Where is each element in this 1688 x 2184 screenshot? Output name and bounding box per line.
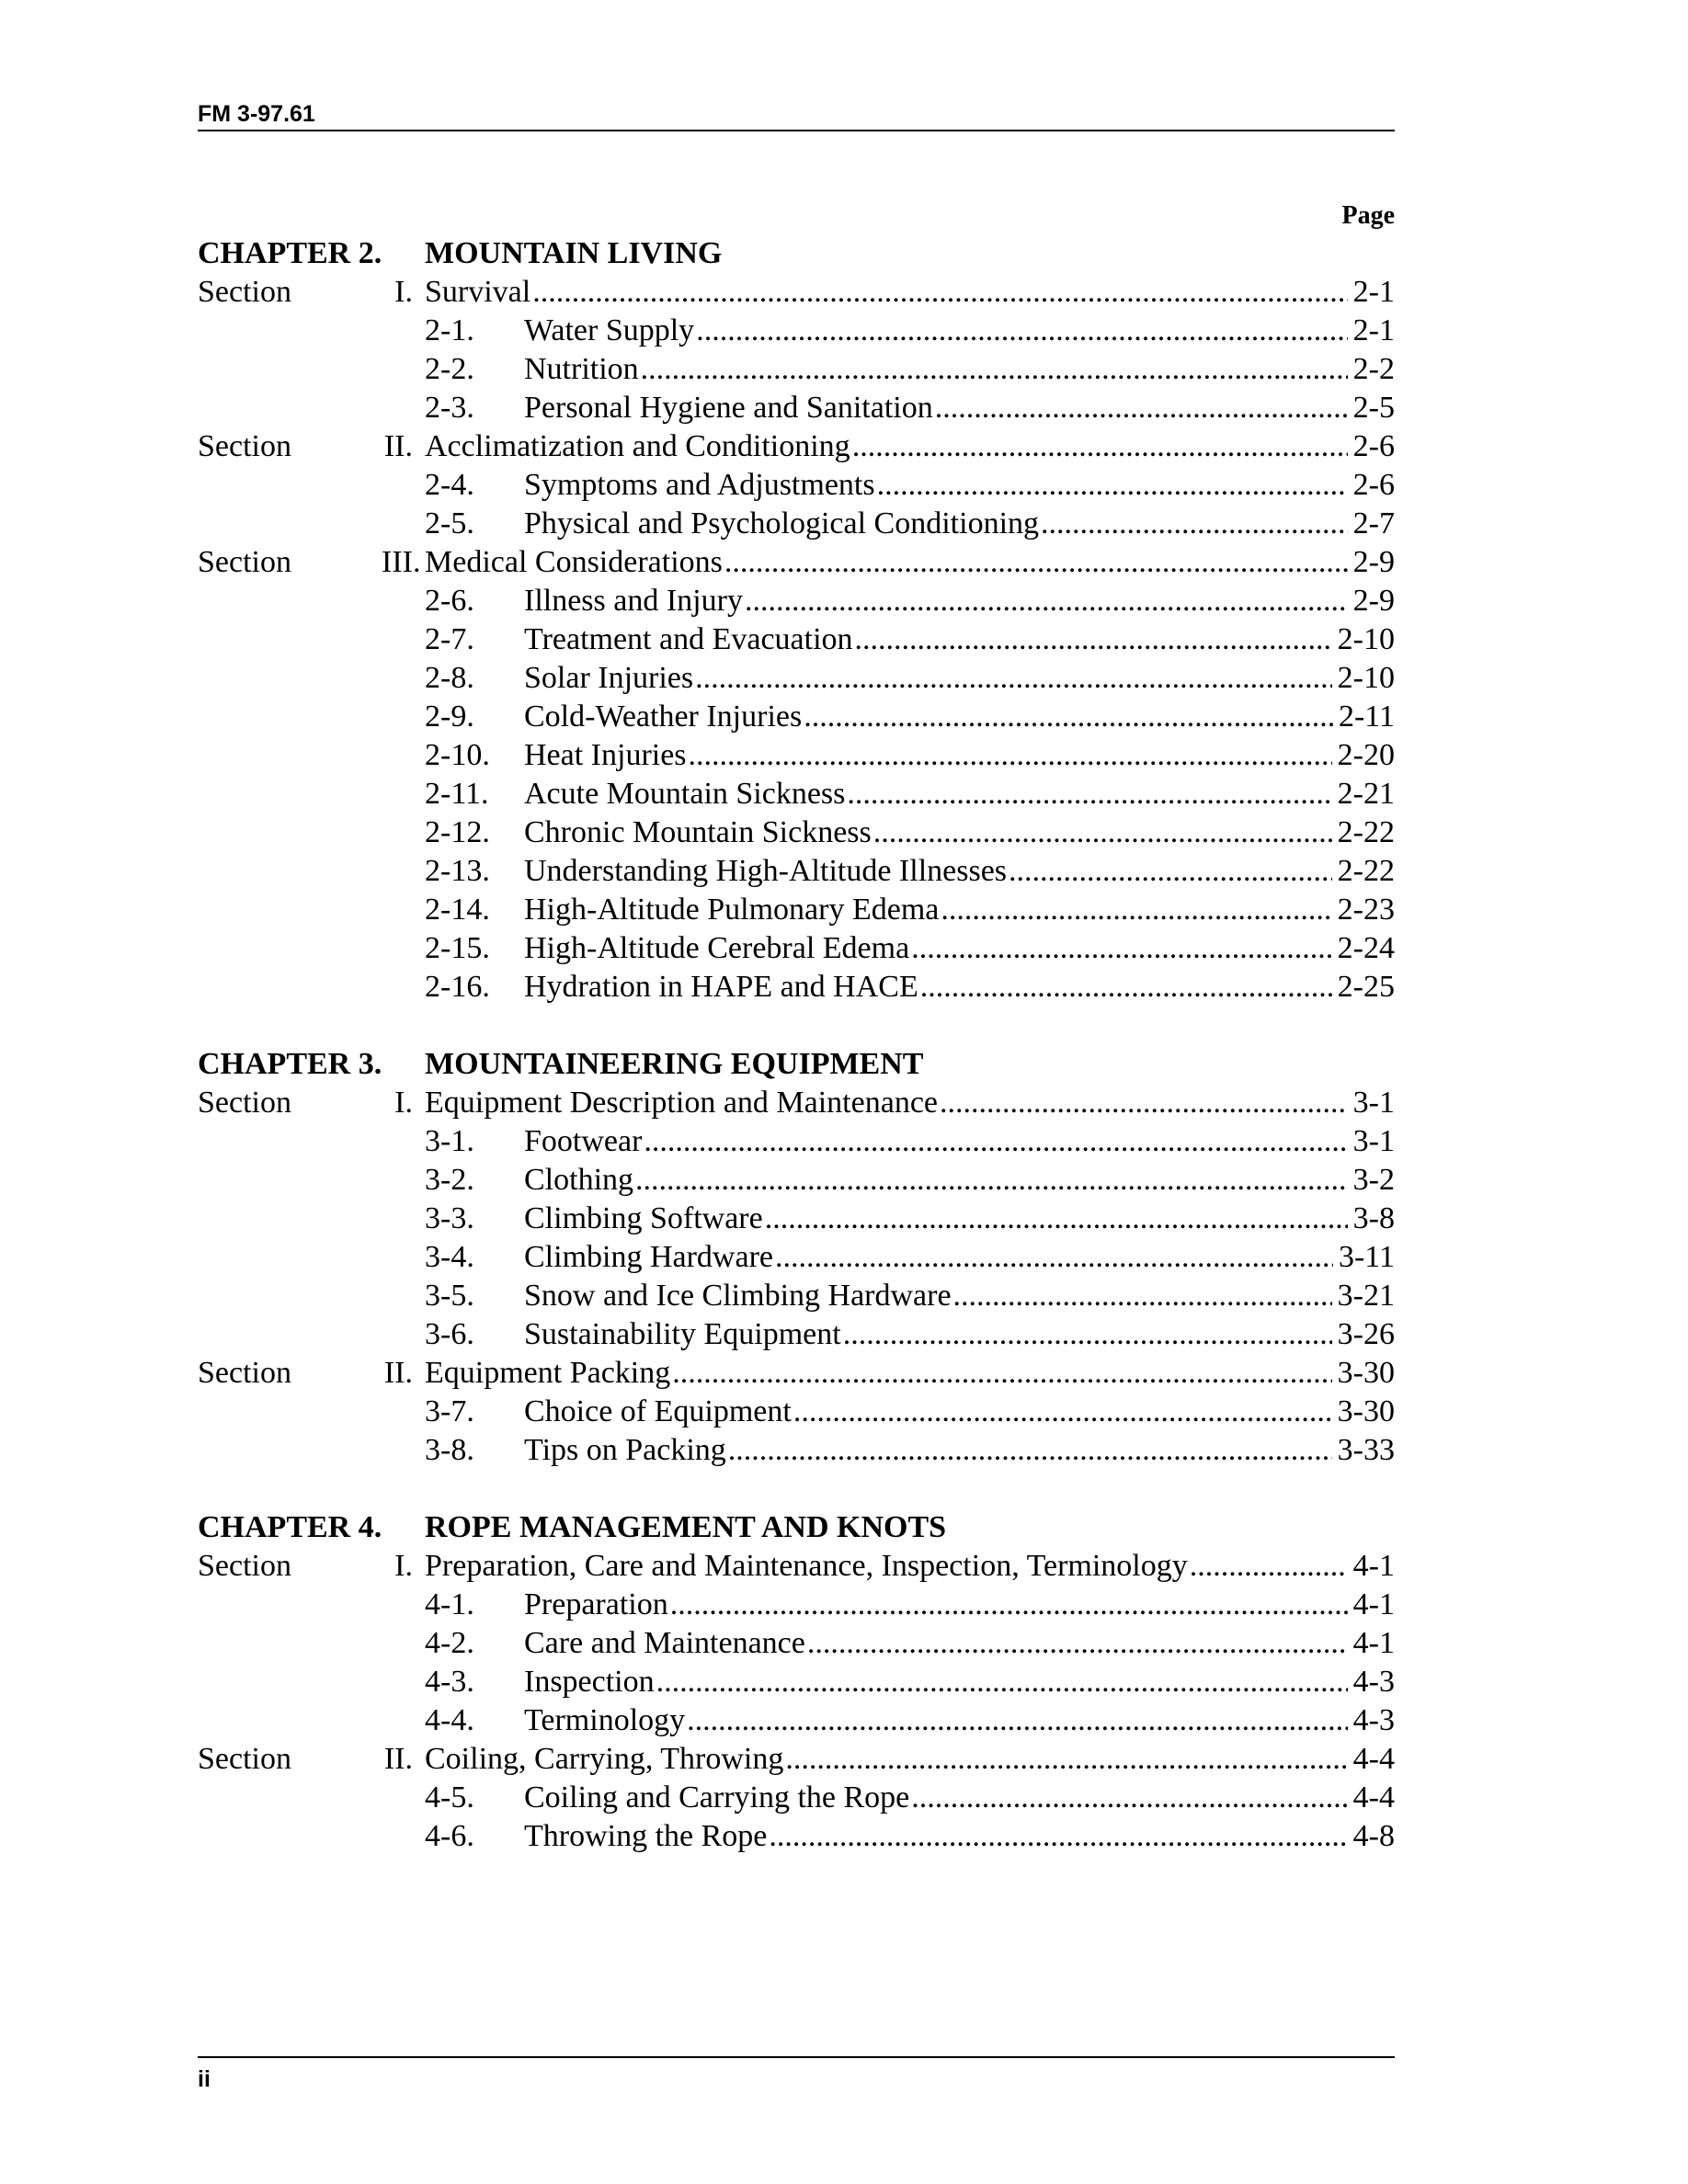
dot-leader xyxy=(644,1122,1347,1161)
paragraph-number: 2-11. xyxy=(425,777,489,811)
dot-leader xyxy=(877,466,1348,505)
paragraph-entry xyxy=(524,1200,1395,1238)
page-number: ii xyxy=(198,2066,211,2092)
paragraph-row xyxy=(198,1122,1395,1161)
paragraph-entry-page: 2-11 xyxy=(1333,698,1395,736)
paragraph-number: 2-8. xyxy=(425,661,474,695)
paragraph-entry-page: 3-30 xyxy=(1332,1393,1395,1431)
paragraph-entry-title: Throwing the Rope xyxy=(524,1817,769,1856)
section-numeral: II. xyxy=(383,1742,413,1776)
section-entry-page: 4-1 xyxy=(1348,1547,1395,1586)
paragraph-number: 4-4. xyxy=(425,1703,474,1737)
paragraph-number: 4-6. xyxy=(425,1819,474,1853)
paragraph-entry-page: 2-1 xyxy=(1348,312,1395,350)
dot-leader xyxy=(532,273,1347,312)
paragraph-row xyxy=(198,582,1395,620)
chapter-title: MOUNTAINEERING EQUIPMENT xyxy=(425,1047,924,1081)
paragraph-row xyxy=(198,389,1395,427)
paragraph-entry-page: 4-3 xyxy=(1348,1663,1395,1701)
paragraph-entry-title: Sustainability Equipment xyxy=(524,1315,843,1354)
paragraph-entry-title: Solar Injuries xyxy=(524,659,695,698)
paragraph-entry-page: 2-20 xyxy=(1332,736,1395,775)
paragraph-number: 2-10. xyxy=(425,738,490,772)
paragraph-row xyxy=(198,350,1395,389)
section-entry-page: 2-6 xyxy=(1348,427,1395,466)
paragraph-entry-title: Footwear xyxy=(524,1122,644,1161)
chapter-spacer xyxy=(198,1470,1395,1508)
paragraph-number: 3-6. xyxy=(425,1317,474,1351)
paragraph-entry-page: 4-8 xyxy=(1348,1817,1395,1856)
paragraph-entry-title: Nutrition xyxy=(524,350,641,389)
paragraph-number: 3-5. xyxy=(425,1279,474,1313)
paragraph-entry-title: Acute Mountain Sickness xyxy=(524,775,847,813)
paragraph-entry-page: 3-26 xyxy=(1332,1315,1395,1354)
paragraph-row xyxy=(198,1817,1395,1856)
paragraph-entry-page: 2-2 xyxy=(1348,350,1395,389)
paragraph-number: 2-4. xyxy=(425,468,474,502)
paragraph-number: 4-1. xyxy=(425,1587,474,1621)
paragraph-row xyxy=(198,1200,1395,1238)
dot-leader xyxy=(695,659,1332,698)
section-label: Section xyxy=(198,1086,291,1120)
paragraph-entry xyxy=(524,929,1395,968)
paragraph-number: 4-2. xyxy=(425,1626,474,1660)
paragraph-row xyxy=(198,813,1395,852)
dot-leader xyxy=(1009,852,1332,891)
dot-leader xyxy=(843,1315,1332,1354)
paragraph-row xyxy=(198,736,1395,775)
paragraph-entry-title: High-Altitude Cerebral Edema xyxy=(524,929,911,968)
paragraph-entry xyxy=(524,1817,1395,1856)
section-entry-title: Preparation, Care and Maintenance, Inspection, Terminology xyxy=(425,1547,1190,1586)
paragraph-entry-title: High-Altitude Pulmonary Edema xyxy=(524,891,941,929)
section-row xyxy=(198,543,1395,582)
paragraph-entry-title: Water Supply xyxy=(524,312,696,350)
paragraph-entry xyxy=(524,852,1395,891)
dot-leader xyxy=(935,389,1348,427)
section-label: Section xyxy=(198,1549,291,1583)
section-entry xyxy=(425,1084,1395,1122)
paragraph-entry-page: 2-10 xyxy=(1332,659,1395,698)
section-entry xyxy=(425,273,1395,312)
paragraph-number: 2-2. xyxy=(425,352,474,386)
paragraph-number: 3-4. xyxy=(425,1240,474,1274)
document-id: FM 3-97.61 xyxy=(198,101,315,127)
dot-leader xyxy=(775,1238,1333,1277)
dot-leader xyxy=(641,350,1348,389)
chapter-number: CHAPTER 4. xyxy=(198,1510,382,1544)
paragraph-row xyxy=(198,1701,1395,1740)
section-row xyxy=(198,427,1395,466)
section-entry-title: Equipment Description and Maintenance xyxy=(425,1084,940,1122)
paragraph-row xyxy=(198,1624,1395,1663)
section-entry xyxy=(425,427,1395,466)
paragraph-row xyxy=(198,698,1395,736)
chapter-title: ROPE MANAGEMENT AND KNOTS xyxy=(425,1510,947,1544)
section-numeral: I. xyxy=(394,275,413,309)
dot-leader xyxy=(724,543,1348,582)
paragraph-entry-page: 4-1 xyxy=(1348,1586,1395,1624)
section-entry xyxy=(425,1354,1395,1393)
paragraph-entry-page: 2-22 xyxy=(1332,813,1395,852)
section-entry-page: 3-30 xyxy=(1332,1354,1395,1393)
paragraph-number: 2-16. xyxy=(425,970,490,1004)
paragraph-entry xyxy=(524,350,1395,389)
paragraph-entry-title: Preparation xyxy=(524,1586,670,1624)
paragraph-entry-title: Inspection xyxy=(524,1663,656,1701)
paragraph-entry xyxy=(524,775,1395,813)
paragraph-entry-page: 2-25 xyxy=(1332,968,1395,1007)
paragraph-row xyxy=(198,775,1395,813)
paragraph-entry xyxy=(524,813,1395,852)
paragraph-number: 2-6. xyxy=(425,584,474,618)
paragraph-row xyxy=(198,620,1395,659)
paragraph-entry-page: 3-11 xyxy=(1333,1238,1395,1277)
paragraph-entry xyxy=(524,1624,1395,1663)
dot-leader xyxy=(728,1431,1332,1470)
chapter-number: CHAPTER 3. xyxy=(198,1047,382,1081)
paragraph-entry-title: Cold-Weather Injuries xyxy=(524,698,804,736)
paragraph-entry-title: Terminology xyxy=(524,1701,687,1740)
dot-leader xyxy=(911,1779,1347,1817)
paragraph-row xyxy=(198,659,1395,698)
paragraph-entry-page: 3-2 xyxy=(1348,1161,1395,1200)
section-row xyxy=(198,1547,1395,1586)
paragraph-entry-page: 3-33 xyxy=(1332,1431,1395,1470)
section-entry-page: 4-4 xyxy=(1348,1740,1395,1779)
paragraph-row xyxy=(198,1393,1395,1431)
paragraph-entry-title: Treatment and Evacuation xyxy=(524,620,855,659)
paragraph-entry-title: Coiling and Carrying the Rope xyxy=(524,1779,911,1817)
paragraph-entry xyxy=(524,698,1395,736)
dot-leader xyxy=(687,1701,1348,1740)
paragraph-entry-title: Chronic Mountain Sickness xyxy=(524,813,873,852)
paragraph-number: 2-5. xyxy=(425,506,474,540)
paragraph-number: 2-13. xyxy=(425,854,490,888)
paragraph-entry-title: Tips on Packing xyxy=(524,1431,728,1470)
paragraph-entry-page: 4-3 xyxy=(1348,1701,1395,1740)
dot-leader xyxy=(696,312,1347,350)
paragraph-entry-title: Clothing xyxy=(524,1161,635,1200)
section-entry-title: Equipment Packing xyxy=(425,1354,672,1393)
paragraph-entry xyxy=(524,1393,1395,1431)
footer-rule xyxy=(198,2056,1395,2058)
chapter-spacer xyxy=(198,1007,1395,1045)
paragraph-entry-page: 3-1 xyxy=(1348,1122,1395,1161)
section-label: Section xyxy=(198,275,291,309)
section-label: Section xyxy=(198,545,291,579)
paragraph-row xyxy=(198,1431,1395,1470)
paragraph-entry xyxy=(524,466,1395,505)
paragraph-entry xyxy=(524,736,1395,775)
dot-leader xyxy=(940,1084,1348,1122)
paragraph-entry-page: 3-8 xyxy=(1348,1200,1395,1238)
paragraph-number: 2-12. xyxy=(425,815,490,849)
paragraph-entry xyxy=(524,620,1395,659)
paragraph-entry xyxy=(524,389,1395,427)
paragraph-number: 3-2. xyxy=(425,1163,474,1197)
section-numeral: III. xyxy=(382,545,421,579)
paragraph-entry-page: 3-21 xyxy=(1332,1277,1395,1315)
dot-leader xyxy=(873,813,1332,852)
paragraph-number: 2-7. xyxy=(425,622,474,656)
dot-leader xyxy=(670,1586,1348,1624)
paragraph-row xyxy=(198,466,1395,505)
paragraph-entry-page: 2-23 xyxy=(1332,891,1395,929)
chapter-heading xyxy=(198,234,1395,273)
paragraph-entry xyxy=(524,1663,1395,1701)
paragraph-row xyxy=(198,891,1395,929)
section-entry-title: Medical Considerations xyxy=(425,543,724,582)
paragraph-number: 2-14. xyxy=(425,893,490,927)
section-entry-title: Acclimatization and Conditioning xyxy=(425,427,852,466)
paragraph-number: 2-9. xyxy=(425,700,474,734)
dot-leader xyxy=(807,1624,1348,1663)
dot-leader xyxy=(769,1817,1347,1856)
table-of-contents xyxy=(198,198,1395,1856)
paragraph-entry-page: 2-7 xyxy=(1348,505,1395,543)
section-entry xyxy=(425,543,1395,582)
dot-leader xyxy=(635,1161,1348,1200)
dot-leader xyxy=(1190,1547,1348,1586)
dot-leader xyxy=(953,1277,1332,1315)
paragraph-entry-title: Care and Maintenance xyxy=(524,1624,807,1663)
paragraph-entry-title: Climbing Software xyxy=(524,1200,765,1238)
dot-leader xyxy=(855,620,1332,659)
page-column-label: Page xyxy=(1341,201,1395,230)
paragraph-entry xyxy=(524,1122,1395,1161)
paragraph-row xyxy=(198,1315,1395,1354)
chapter-heading xyxy=(198,1045,1395,1084)
dot-leader xyxy=(689,736,1332,775)
dot-leader xyxy=(1041,505,1348,543)
paragraph-entry xyxy=(524,968,1395,1007)
paragraph-row xyxy=(198,1779,1395,1817)
paragraph-entry xyxy=(524,312,1395,350)
section-row xyxy=(198,273,1395,312)
dot-leader xyxy=(745,582,1348,620)
paragraph-row xyxy=(198,312,1395,350)
paragraph-entry xyxy=(524,1431,1395,1470)
section-entry xyxy=(425,1547,1395,1586)
dot-leader xyxy=(765,1200,1348,1238)
paragraph-number: 3-1. xyxy=(425,1124,474,1158)
paragraph-number: 3-7. xyxy=(425,1394,474,1428)
section-entry-title: Coiling, Carrying, Throwing xyxy=(425,1740,785,1779)
paragraph-entry-page: 2-24 xyxy=(1332,929,1395,968)
dot-leader xyxy=(911,929,1331,968)
dot-leader xyxy=(920,968,1332,1007)
paragraph-entry-page: 2-6 xyxy=(1348,466,1395,505)
section-numeral: II. xyxy=(383,429,413,463)
paragraph-entry xyxy=(524,582,1395,620)
section-numeral: I. xyxy=(394,1086,413,1120)
paragraph-entry xyxy=(524,891,1395,929)
section-label: Section xyxy=(198,1742,291,1776)
paragraph-number: 3-3. xyxy=(425,1201,474,1235)
dot-leader xyxy=(847,775,1331,813)
paragraph-entry xyxy=(524,1586,1395,1624)
paragraph-row xyxy=(198,968,1395,1007)
paragraph-entry-title: Heat Injuries xyxy=(524,736,689,775)
paragraph-row xyxy=(198,505,1395,543)
dot-leader xyxy=(793,1393,1332,1431)
paragraph-number: 2-15. xyxy=(425,931,490,965)
section-label: Section xyxy=(198,429,291,463)
paragraph-entry-title: Climbing Hardware xyxy=(524,1238,775,1277)
section-entry-title: Survival xyxy=(425,273,532,312)
paragraph-entry-title: Choice of Equipment xyxy=(524,1393,793,1431)
paragraph-entry xyxy=(524,659,1395,698)
section-row xyxy=(198,1354,1395,1393)
paragraph-entry-title: Personal Hygiene and Sanitation xyxy=(524,389,935,427)
paragraph-number: 2-3. xyxy=(425,391,474,425)
section-entry-page: 2-1 xyxy=(1348,273,1395,312)
paragraph-entry-page: 2-5 xyxy=(1348,389,1395,427)
paragraph-number: 4-3. xyxy=(425,1665,474,1699)
section-entry xyxy=(425,1740,1395,1779)
section-entry-page: 2-9 xyxy=(1348,543,1395,582)
chapter-number: CHAPTER 2. xyxy=(198,236,382,270)
paragraph-entry xyxy=(524,1779,1395,1817)
paragraph-row xyxy=(198,1238,1395,1277)
paragraph-entry-page: 2-9 xyxy=(1348,582,1395,620)
section-label: Section xyxy=(198,1356,291,1390)
paragraph-entry xyxy=(524,1161,1395,1200)
paragraph-row xyxy=(198,1663,1395,1701)
paragraph-entry-page: 4-1 xyxy=(1348,1624,1395,1663)
paragraph-entry xyxy=(524,1315,1395,1354)
section-row xyxy=(198,1740,1395,1779)
chapter-title: MOUNTAIN LIVING xyxy=(425,236,723,270)
paragraph-entry xyxy=(524,1238,1395,1277)
paragraph-row xyxy=(198,1277,1395,1315)
paragraph-entry-page: 2-10 xyxy=(1332,620,1395,659)
paragraph-row xyxy=(198,1161,1395,1200)
section-numeral: I. xyxy=(394,1549,413,1583)
paragraph-row xyxy=(198,852,1395,891)
section-row xyxy=(198,1084,1395,1122)
dot-leader xyxy=(672,1354,1331,1393)
paragraph-entry-title: Physical and Psychological Conditioning xyxy=(524,505,1041,543)
paragraph-entry-title: Snow and Ice Climbing Hardware xyxy=(524,1277,953,1315)
header-rule xyxy=(198,130,1395,131)
paragraph-entry-page: 2-21 xyxy=(1332,775,1395,813)
paragraph-number: 3-8. xyxy=(425,1433,474,1467)
paragraph-entry xyxy=(524,505,1395,543)
paragraph-number: 2-1. xyxy=(425,313,474,347)
paragraph-entry-title: Illness and Injury xyxy=(524,582,745,620)
paragraph-entry-title: Understanding High-Altitude Illnesses xyxy=(524,852,1009,891)
paragraph-number: 4-5. xyxy=(425,1780,474,1814)
dot-leader xyxy=(656,1663,1348,1701)
chapter-heading xyxy=(198,1508,1395,1547)
paragraph-entry xyxy=(524,1701,1395,1740)
section-numeral: II. xyxy=(383,1356,413,1390)
dot-leader xyxy=(785,1740,1347,1779)
paragraph-entry-title: Hydration in HAPE and HACE xyxy=(524,968,920,1007)
paragraph-entry-title: Symptoms and Adjustments xyxy=(524,466,877,505)
paragraph-entry-page: 4-4 xyxy=(1348,1779,1395,1817)
paragraph-row xyxy=(198,1586,1395,1624)
dot-leader xyxy=(852,427,1348,466)
section-entry-page: 3-1 xyxy=(1348,1084,1395,1122)
paragraph-row xyxy=(198,929,1395,968)
paragraph-entry xyxy=(524,1277,1395,1315)
dot-leader xyxy=(941,891,1331,929)
dot-leader xyxy=(804,698,1333,736)
paragraph-entry-page: 2-22 xyxy=(1332,852,1395,891)
